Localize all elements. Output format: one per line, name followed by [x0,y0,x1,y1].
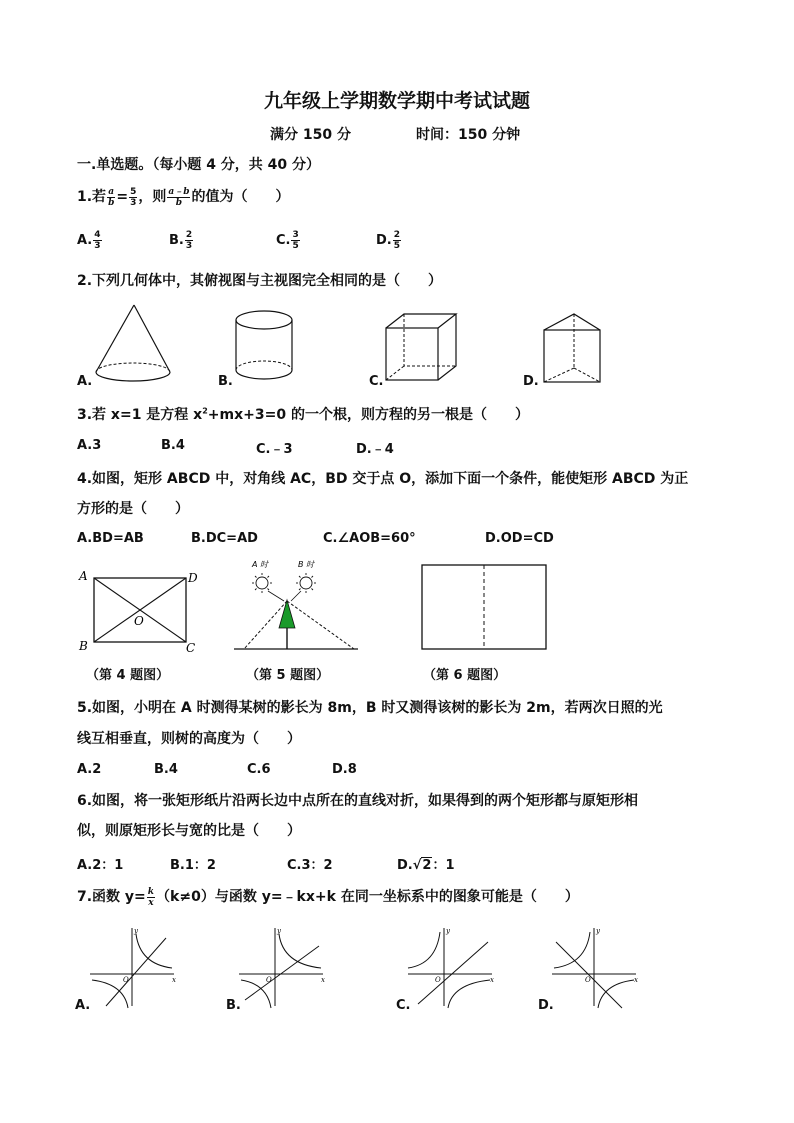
svg-text:x: x [321,976,325,984]
svg-text:O: O [266,976,272,984]
figure-4-caption: （第 4 题图） [86,668,170,683]
q7-graph-d [548,924,640,1010]
svg-text:y: y [277,927,281,935]
q7-option-c: C. [396,998,411,1013]
q4-option-c: C.∠AOB=60° [323,531,416,546]
question-4-line-1: 4.如图，矩形 ABCD 中，对角线 AC，BD 交于点 O，添加下面一个条件，能使矩形 ABCD 为正 [77,471,689,487]
question-5-line-1: 5.如图，小明在 A 时测得某树的影长为 8m，B 时又测得该树的影长为 2m，若两次日照的光 [77,700,663,716]
svg-text:O: O [123,976,129,984]
q5-option-b: B.4 [154,762,178,777]
question-3: 3.若 x=1 是方程 $x^2+mx+3=0$ 的一个根，则方程的另一根是（ ） [77,406,529,423]
cylinder-figure [232,308,298,388]
svg-text:x: x [172,976,176,984]
q6-option-c: C.3：2 [287,858,333,873]
question-7: 7.函数 y= $\frac{k}{x}$ （k≠0）与函数 y=﹣kx+k 在同一坐标系中的图象可能是（ ） [77,886,579,908]
svg-text:O: O [585,976,591,984]
q3-option-d: D.﹣4 [356,442,394,457]
svg-text:y: y [596,927,600,935]
q3-option-c: C.﹣3 [256,442,293,457]
q2-option-d: D. [523,374,539,389]
point-d-label: D [188,571,198,585]
prism-figure [540,312,606,386]
point-o-label: O [134,614,144,628]
q5-option-c: C.6 [247,762,271,777]
q6-option-d: D.√2：1 [397,858,455,873]
figure-6-folded-rectangle [420,563,550,653]
q7-option-d: D. [538,998,554,1013]
exam-title: 九年级上学期数学期中考试试题 [263,90,530,112]
section-heading: 一.单选题。（每小题 4 分，共 40 分） [77,157,321,173]
figure-5-tree-shadow [230,556,360,656]
figure-5-caption: （第 5 题图） [246,668,330,683]
q1-fraction-expression: $\frac{a﹣b}{b}$ [168,186,190,208]
q6-option-b: B.1：2 [170,858,216,873]
question-1: 1.若 $\frac{a}{b}$ = $\frac{5}{3}$ ，则 $\frac{a﹣b}{b}$ 的值为（ ） [77,186,290,208]
q7-graph-a [86,924,178,1010]
figure-4-rectangle [78,568,202,654]
svg-text:y: y [134,927,138,935]
sun-a-icon [252,573,272,593]
q2-option-b: B. [218,374,233,389]
svg-text:x: x [490,976,494,984]
q4-option-b: B.DC=AD [191,531,258,546]
exam-time: 时间：150 分钟 [416,127,521,143]
q7-graph-b [235,924,327,1010]
q7-option-a: A. [75,998,91,1013]
q1-fraction-5-over-3: $\frac{5}{3}$ [130,186,137,208]
q3-option-a: A.3 [77,438,102,453]
q4-option-a: A.BD=AB [77,531,144,546]
point-a-label: A [79,569,88,583]
question-6-line-1: 6.如图，将一张矩形纸片沿两长边中点所在的直线对折，如果得到的两个矩形都与原矩形相 [77,793,639,809]
q4-option-d: D.OD=CD [485,531,554,546]
q5-option-d: D.8 [332,762,357,777]
q1-option-b: B. $\frac{2}{3}$ [169,230,193,251]
q1-option-c: C. $\frac{3}{5}$ [276,230,299,251]
q7-graph-c [404,924,496,1010]
q3-option-b: B.4 [161,438,185,453]
tree-icon [279,600,295,628]
figure-6-caption: （第 6 题图） [423,668,507,683]
point-c-label: C [186,641,196,655]
question-5-line-2: 线互相垂直，则树的高度为（ ） [77,731,301,747]
q1-lead: 1.若 [77,189,107,205]
question-6-line-2: 似，则原矩形长与宽的比是（ ） [77,823,301,839]
sun-a-label: A 时 [252,560,269,569]
svg-text:x: x [634,976,638,984]
q1-option-a: A. $\frac{4}{3}$ [77,230,101,251]
q7-option-b: B. [226,998,241,1013]
q1-option-d: D. $\frac{2}{5}$ [376,230,400,251]
cone-figure [90,300,180,388]
question-4-line-2: 方形的是（ ） [77,501,189,517]
q6-option-a: A.2：1 [77,858,124,873]
q5-option-a: A.2 [77,762,102,777]
point-b-label: B [79,639,88,653]
question-2: 2.下列几何体中，其俯视图与主视图完全相同的是（ ） [77,273,443,289]
full-marks: 满分 150 分 [270,127,351,143]
q2-option-a: A. [77,374,93,389]
svg-text:y: y [446,927,450,935]
sun-b-icon [296,573,316,593]
q2-option-c: C. [369,374,384,389]
cube-figure [384,310,460,386]
q1-fraction-a-over-b: $\frac{a}{b}$ [108,186,115,208]
sun-b-label: B 时 [298,560,315,569]
svg-text:O: O [435,976,441,984]
